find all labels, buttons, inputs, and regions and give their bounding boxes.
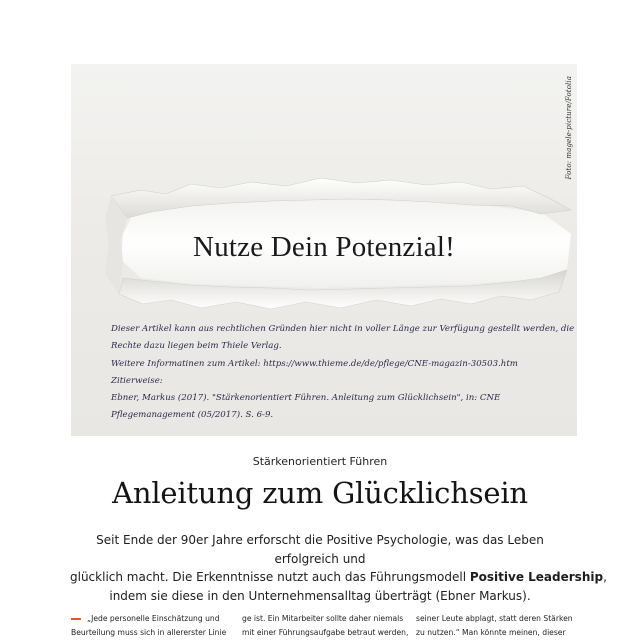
notice-line: Dieser Artikel kann aus rechtlichen Gründen hier nicht in voller Länge zur Verfügung gestellt werden, die [111,324,575,334]
lead-text: Seit Ende der 90er Jahre erforscht die Positive Psychologie, was das Leben erfolgreich und [96,533,544,566]
column-line: ge ist. Ein Mitarbeiter sollte daher niemals [242,614,404,623]
column-line: „Jede personelle Einschätzung und [87,614,220,623]
column-line: seiner Leute abplagt, statt deren Stärken [416,614,573,623]
notice-line: Rechte dazu liegen beim Thiele Verlag. [111,341,282,352]
notice-link-line[interactable]: Weitere Informatinen zum Artikel: https://www.thieme.de/de/pflege/CNE-magazin-30503.htm [111,358,518,369]
notice-line: Ebner, Markus (2017). "Stärkenorientiert Führen. Anleitung zum Glücklichsein", in: CNE [111,393,501,404]
lead-text: indem sie diese in den Unternehmensalltag überträgt (Ebner Markus). [109,588,531,603]
availability-notice [111,321,575,425]
column-line: mit einer Führungsaufgabe betraut werden, [242,628,409,637]
article-kicker: Stärkenorientiert Führen [252,455,388,468]
notice-line: Zitierweise: [111,375,163,386]
photo-credit: Foto: magele-picture/Fotolia [565,76,573,180]
hero-image [71,64,577,436]
lead-bold-term: Positive Leadership [469,570,604,584]
lead-text: glücklich macht. Die Erkenntnisse nutzt auch das Führungsmodell [70,570,470,584]
hero-headline: Nutze Dein Potenzial! [193,231,455,263]
lead-text: , [603,570,607,584]
column-line: Beurteilung muss sich in allererster Linie [71,628,227,637]
article-title: Anleitung zum Glücklichsein [112,476,528,510]
column-line: zu nutzen.“ Man könnte meinen, dieser [416,628,566,637]
article-column-1 [71,612,234,640]
article-column-3 [416,612,576,640]
notice-line: Pflegemanagement (05/2017). S. 6-9. [111,410,274,421]
article-column-2 [242,612,408,640]
article-lead [70,531,607,605]
accent-dash-icon [71,618,81,620]
